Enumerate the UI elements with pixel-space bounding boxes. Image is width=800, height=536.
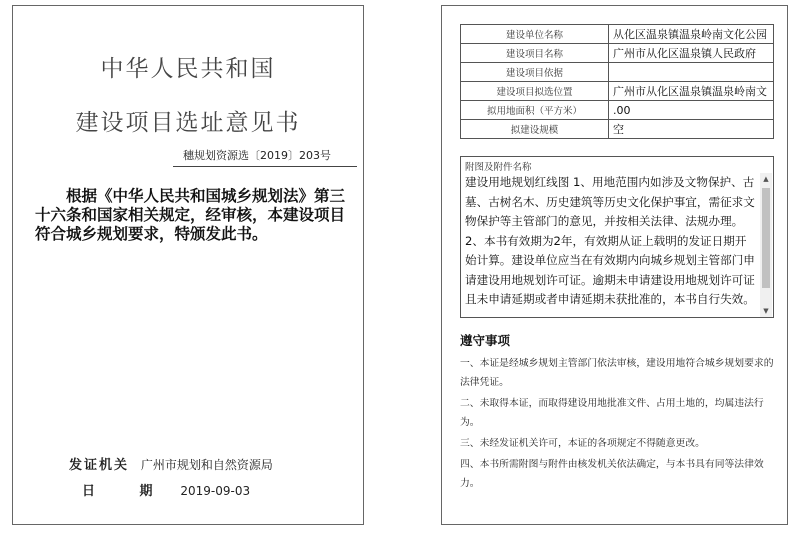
table-row (461, 82, 774, 101)
issuer-label: 发证机关 (69, 458, 130, 473)
scroll-thumb[interactable] (762, 188, 770, 288)
notice-title: 遵守事项 (460, 333, 511, 348)
attachments-scrollbar[interactable] (760, 173, 772, 317)
scroll-down-arrow-icon[interactable]: ▼ (763, 307, 769, 315)
attachments-box (460, 156, 774, 318)
row-label: 建设项目名称 (461, 44, 609, 63)
certificate-detail-page (441, 5, 788, 525)
row-value: .00 (609, 101, 774, 120)
notice-list (460, 354, 782, 495)
date-label: 日 期 (82, 484, 173, 499)
document-title: 建设项目选址意见书 (75, 110, 301, 136)
row-value (609, 63, 774, 82)
table-row (461, 63, 774, 82)
row-value: 广州市从化区温泉镇温泉岭南文 (609, 82, 774, 101)
row-label: 拟用地面积（平方米） (461, 101, 609, 120)
attachments-label: 附图及附件名称 (465, 162, 532, 173)
issuing-authority (69, 454, 273, 473)
issuer-value: 广州市规划和自然资源局 (140, 458, 273, 472)
table-row (461, 120, 774, 139)
attachments-paragraph: 2、本书有效期为2年，有效期从证上载明的发证日期开始计算。建设单位应当在有效期内向城乡规划主管部门申请建设用地规划许可证。逾期未申请建设用地规划许可证且未申请延期或者申请延期未获批准的，本书自行失效。 (465, 233, 755, 306)
date-value: 2019-09-03 (180, 484, 251, 498)
divider-line (173, 166, 357, 167)
attachments-paragraph: 建设用地规划红线图 1、用地范围内如涉及文物保护、古墓、古树名木、历史建筑等历史文化保护事宜，需征求文物保护等主管部门的意见，并按相关法律、法规办理。 (465, 175, 755, 228)
document-number: 穗规划资源选〔2019〕203号 (183, 149, 331, 162)
list-item: 一、本证是经城乡规划主管部门依法审核，建设用地符合城乡规划要求的法律凭证。 (460, 358, 774, 388)
row-label: 建设单位名称 (461, 25, 609, 44)
row-label: 建设项目拟选位置 (461, 82, 609, 101)
certificate-statement: 根据《中华人民共和国城乡规划法》第三十六条和国家相关规定，经审核，本建设项目符合城乡规划要求，特颁发此书。 (35, 186, 346, 243)
issue-date (82, 480, 250, 499)
table-row (461, 25, 774, 44)
attachments-text[interactable] (465, 173, 757, 317)
row-label: 建设项目依据 (461, 63, 609, 82)
list-item: 四、本书所需附图与附件由核发机关依法确定，与本书具有同等法律效力。 (460, 459, 764, 489)
row-value: 空 (609, 120, 774, 139)
certificate-cover-page (12, 5, 364, 525)
country-title: 中华人民共和国 (100, 56, 276, 82)
list-item: 三、未经发证机关许可，本证的各项规定不得随意更改。 (460, 438, 705, 449)
project-info-table (460, 24, 774, 139)
row-value: 从化区温泉镇温泉岭南文化公园 (609, 25, 774, 44)
row-label: 拟建设规模 (461, 120, 609, 139)
row-value: 广州市从化区温泉镇人民政府 (609, 44, 774, 63)
table-row (461, 101, 774, 120)
table-row (461, 44, 774, 63)
scroll-up-arrow-icon[interactable]: ▲ (763, 175, 769, 183)
list-item: 二、未取得本证，而取得建设用地批准文件、占用土地的，均属违法行为。 (460, 398, 764, 428)
